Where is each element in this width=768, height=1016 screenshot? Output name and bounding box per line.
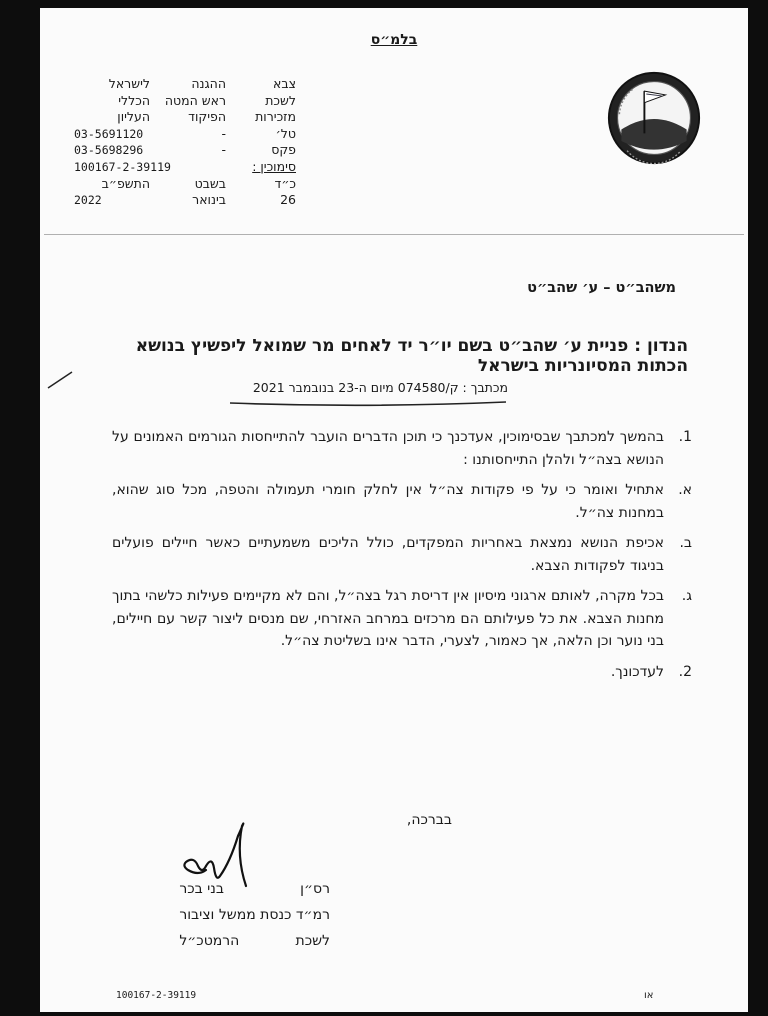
list-item [112, 532, 692, 577]
item-marker: ג. [681, 588, 692, 604]
letter-body [112, 426, 692, 683]
sender-line: העליון [117, 109, 150, 125]
item-marker: 2. [678, 663, 692, 680]
item-text: אכיפת הנושא נמצאת באחריות המפקדים, כולל הליכים משמעתיים כאשר חיילים פועלים בניגוד לפקודות הצבא. [112, 535, 664, 574]
sender-column-middle [140, 76, 226, 209]
list-item [112, 585, 692, 653]
subject-prefix: הנדון : [634, 336, 688, 356]
sender-line: סימוכין : [252, 158, 296, 174]
sender-line: צבא [273, 76, 296, 91]
sender-line: מזכירות [255, 109, 296, 125]
sender-line: הפיקוד [188, 109, 226, 125]
item-text: בכל מקרה, לאותם ארגוני מיסיון אין דריסת רגל בצה״ל, והם לא מקיימים פעילות כלשהי בתוך מחנות הצבא. את כל פעילותם הם מרכזים במרחב האזרחי, שם מנסים ליצור קשר עם חיילים, בני נוער וכן הלאה, אך כאמור, לצערי, הדבר אינו בשליטת צה״ל. [112, 588, 664, 649]
footer-reference: 100167-2-39119 [116, 990, 197, 1001]
signatory-name: בני בכר [179, 881, 224, 897]
sender-line: בינואר [192, 192, 226, 208]
addressee: משהב״ט – ע׳ שהב״ט [527, 280, 676, 296]
sender-line: ההגנה [191, 76, 226, 91]
subject-line [88, 336, 688, 376]
idf-chief-of-staff-emblem [606, 70, 702, 166]
item-text: אתחיל ואומר כי על פי פקודות צה״ל אין לחלק חומרי תעמולה והטפה, מכל סוג שהוא, במחנות צה״ל. [112, 482, 664, 521]
sender-line: הכללי [118, 92, 150, 108]
sender-line: כ״ד [274, 175, 296, 191]
item-text: בהמשך למכתבך שבסימוכין, אעדכנך כי תוכן הדברים הועבר להתייחסות הגורמים האמונים על הנושא בצה״ל ולהלן התייחסותנו : [112, 429, 664, 468]
item-marker: 1. [678, 429, 692, 445]
signatory-title-row [179, 902, 330, 928]
handwritten-underline [228, 398, 508, 414]
sender-line: - [221, 142, 226, 158]
sender-line: בשבט [194, 175, 226, 191]
signature-block [179, 876, 330, 954]
sender-line: לישראל [108, 76, 150, 91]
document-page [40, 8, 748, 1012]
list-item [112, 426, 692, 471]
signatory-rank: רס״ן [300, 881, 330, 897]
item-marker: א. [678, 482, 692, 498]
classification-label: בלמ״ס [370, 32, 418, 48]
sender-line: - [221, 125, 226, 141]
subject-text: פניית ע׳ שהב״ט בשם יו״ר יד לאחים מר שמואל ליפשיץ בנושא הכתות המסיונריות בישראל [135, 336, 688, 376]
sender-line: 2022 [74, 193, 102, 208]
item-text: לעדכונך. [610, 663, 664, 680]
signatory-office-b: הרמטכ״ל [179, 933, 240, 949]
list-item [112, 479, 692, 524]
reference-number: 100167-2-39119 [74, 159, 171, 174]
reference-line: מכתבך : ק/074580 מיום ה-23 בנובמבר 2021 [252, 380, 508, 395]
sender-line: פקס [271, 142, 296, 158]
closing-greeting: בברכה, [406, 812, 452, 828]
sender-line: לשכת [265, 92, 296, 108]
sender-line: 26 [280, 192, 296, 208]
sender-line: התשפ״ב [101, 175, 150, 191]
margin-pen-mark [46, 366, 76, 396]
list-item [112, 661, 692, 684]
phone-number: 03-5691120 [74, 126, 144, 141]
signatory-title: רמ״ד כנסת ממשל וציבור [179, 907, 330, 923]
sender-column-left [74, 76, 171, 209]
sender-line: טל׳ [275, 125, 296, 141]
signatory-office-row [179, 928, 330, 954]
sender-line: ראש המטה [164, 92, 226, 108]
header-divider [44, 234, 744, 235]
fax-number: 03-5698296 [74, 143, 144, 158]
signatory-office-a: לשכת [295, 933, 330, 949]
signatory-name-row [179, 876, 330, 902]
footer-page-mark: או [644, 990, 654, 1001]
item-marker: ב. [679, 535, 692, 551]
